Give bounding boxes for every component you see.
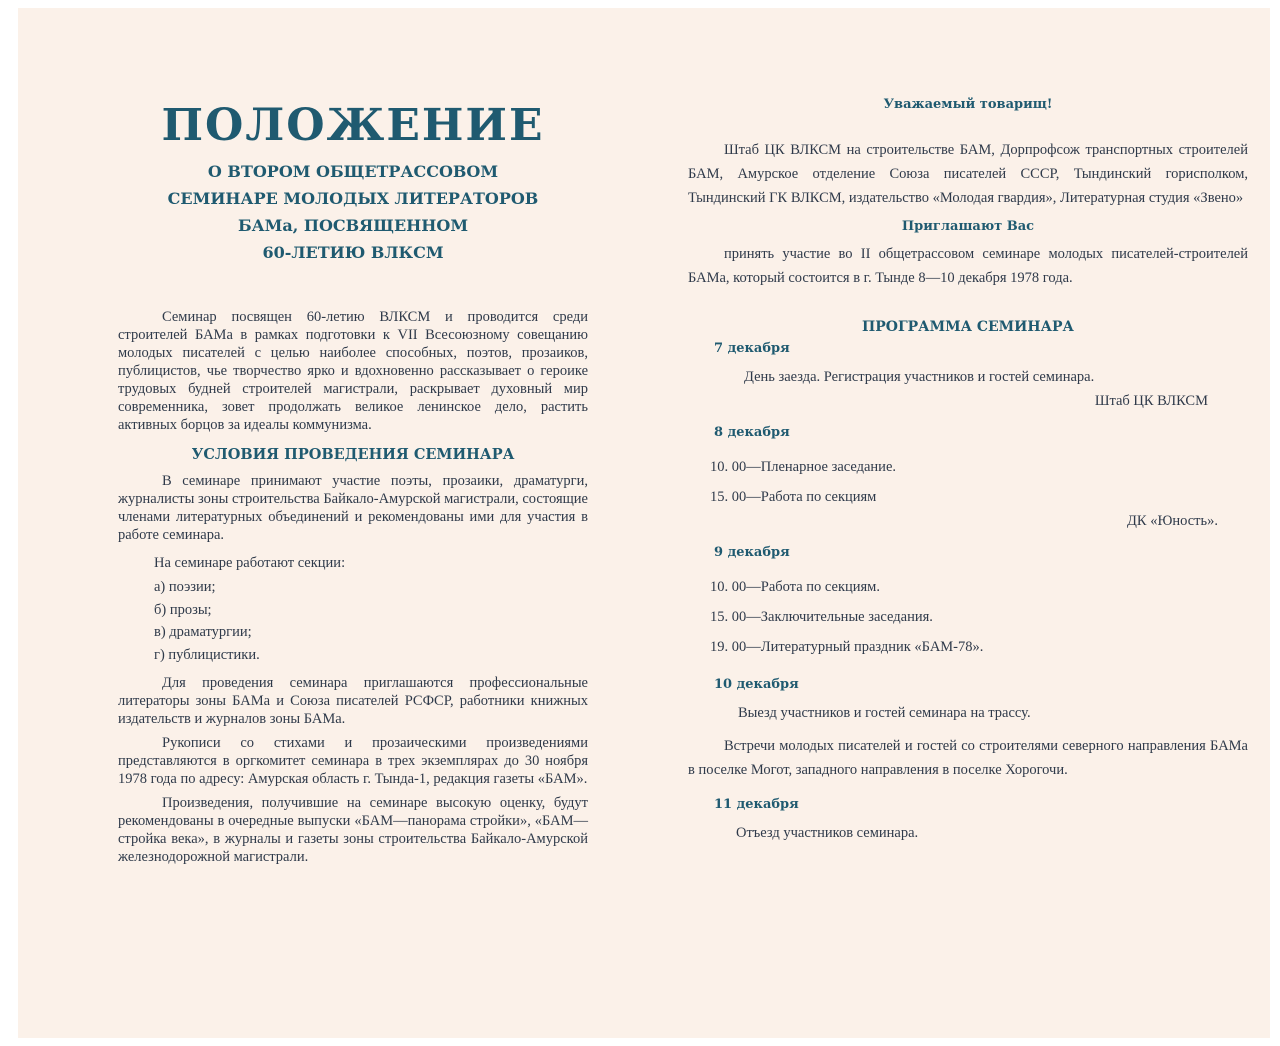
day-date: 8 декабря bbox=[714, 425, 790, 440]
list-item: в) драматургии; bbox=[154, 624, 252, 640]
hosts-paragraph: Штаб ЦК ВЛКСМ на строительстве БАМ, Дорпрофсож транспортных строителей БАМ, Амурское отделение Союза писателей СССР, Тындинский горисполком, Тындинский ГК ВЛКСМ, издательство «Молодая гвардия», Литературная студия «Звено» bbox=[688, 142, 1248, 206]
day-date: 7 декабря bbox=[714, 341, 790, 356]
conditions-heading: УСЛОВИЯ ПРОВЕДЕНИЯ СЕМИНАРА bbox=[191, 446, 515, 463]
subtitle-line: О ВТОРОМ ОБЩЕТРАССОВОМ bbox=[207, 162, 499, 181]
right-column bbox=[688, 96, 1248, 842]
document-subtitle bbox=[118, 158, 588, 266]
day-text: Отъезд участников семинара. bbox=[736, 825, 919, 841]
intro-paragraph: Семинар посвящен 60-летию ВЛКСМ и проводится среди строителей БАМа в рамках подготовки к VII Всесоюзному совещанию молодых писателей с целью наиболее способных, поэтов, прозаиков, публицистов, чье творчество ярко и вдохновенно рассказывает о героике трудовых будней строителей магистрали, раскрывает духовный мир современника, зовет продолжать великое ленинское дело, растить активных борцов за идеалы коммунизма. bbox=[118, 309, 588, 433]
subtitle-line: СЕМИНАРЕ МОЛОДЫХ ЛИТЕРАТОРОВ bbox=[167, 189, 539, 208]
sections-intro: На семинаре работают секции: bbox=[154, 555, 346, 571]
manuscripts-paragraph: Рукописи со стихами и прозаическими произведениями представляются в оргкомитет семинара в трех экземплярах до 30 ноября 1978 года по адресу: Амурская область г. Тында-1, редакция газеты «БАМ». bbox=[118, 735, 588, 787]
program-item: 15. 00—Работа по секциям bbox=[710, 489, 877, 505]
day-text: Встречи молодых писателей и гостей со строителями северного направления БАМа в поселке Могот, западного направления в поселке Хорогочи. bbox=[688, 738, 1248, 778]
program-item: 15. 00—Заключительные заседания. bbox=[710, 609, 933, 625]
subtitle-line: БАМа, ПОСВЯЩЕННОМ bbox=[237, 216, 469, 235]
document-title: ПОЛОЖЕНИЕ bbox=[161, 100, 545, 151]
document-sheet bbox=[18, 8, 1270, 1038]
day-text: День заезда. Регистрация участников и гостей семинара. bbox=[744, 369, 1095, 385]
day-date: 10 декабря bbox=[714, 677, 799, 692]
works-paragraph: Произведения, получившие на семинаре высокую оценку, будут рекомендованы в очередные выпуски «БАМ—панорама стройки», «БАМ—стройка века», в журналы и газеты зоны строительства Байкало-Амурской железнодорожной магистрали. bbox=[118, 795, 588, 865]
conditions-paragraph: В семинаре принимают участие поэты, прозаики, драматурги, журналисты зоны строительства Байкало-Амурской магистрали, состоящие членами литературных объединений и рекомендованы ими для участия в работе семинара. bbox=[118, 473, 588, 543]
day-date: 9 декабря bbox=[714, 545, 790, 560]
program-item: 19. 00—Литературный праздник «БАМ-78». bbox=[710, 639, 984, 655]
program-item: 10. 00—Работа по секциям. bbox=[710, 579, 880, 595]
invite-heading: Приглашают Вас bbox=[901, 219, 1035, 234]
list-item: б) прозы; bbox=[154, 601, 212, 618]
program-item: 10. 00—Пленарное заседание. bbox=[710, 459, 897, 475]
list-item: г) публицистики. bbox=[154, 646, 260, 663]
day-place: ДК «Юность». bbox=[1127, 513, 1218, 529]
invite-paragraph: принять участие во II общетрассовом семинаре молодых писателей-строителей БАМа, который состоится в г. Тынде 8—10 декабря 1978 года. bbox=[688, 246, 1248, 286]
list-item: а) поэзии; bbox=[154, 579, 216, 595]
day-text: Выезд участников и гостей семинара на трассу. bbox=[738, 705, 1031, 721]
left-column bbox=[118, 98, 588, 866]
greeting: Уважаемый товарищ! bbox=[883, 97, 1053, 112]
subtitle-line: 60-ЛЕТИЮ ВЛКСМ bbox=[262, 243, 444, 262]
invite-paragraph: Для проведения семинара приглашаются профессиональные литераторы зоны БАМа и Союза писателей РСФСР, работники книжных издательств и журналов зоны БАМа. bbox=[118, 675, 588, 727]
day-date: 11 декабря bbox=[714, 797, 799, 812]
program-heading: ПРОГРАММА СЕМИНАРА bbox=[862, 319, 1074, 335]
day-place: Штаб ЦК ВЛКСМ bbox=[1094, 393, 1208, 409]
